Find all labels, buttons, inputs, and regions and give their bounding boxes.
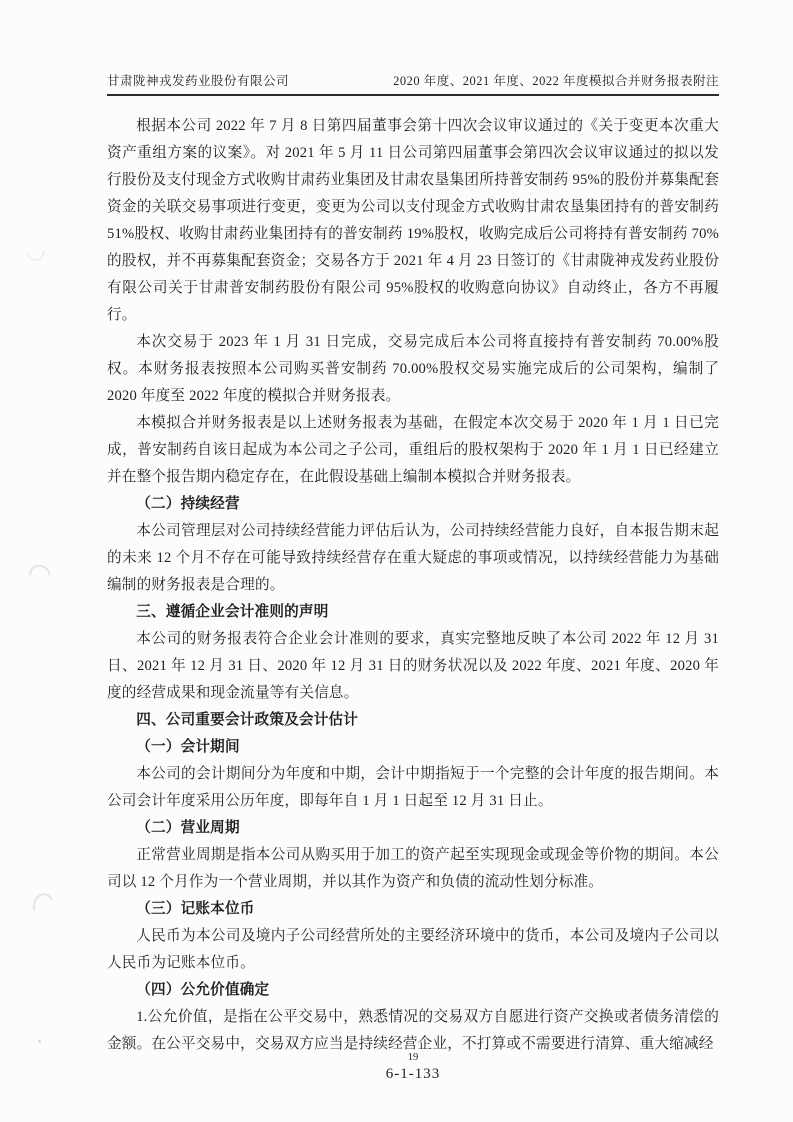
paragraph-going-concern: 本公司管理层对公司持续经营能力评估后认为，公司持续经营能力良好，自本报告期末起的未来 12 个月不存在可能导致持续经营存在重大疑虑的事项或情况，以持续经营能力为基础编制的财务报表是合理的。 [107, 523, 719, 593]
paragraph-proforma-basis: 本模拟合并财务报表是以上述财务报表为基础，在假定本次交易于 2020 年 1 月 1 日已完成，普安制药自该日起成为本公司之子公司，重组后的股权架构于 2020 年 1 月 1 日已经建立并在整个报告期内稳定存在，在此假设基础上编制本模拟合并财务报表。 [107, 415, 719, 485]
paragraph-fair-value: 1.公允价值，是指在公平交易中，熟悉情况的交易双方自愿进行资产交换或者债务清偿的金额。在公平交易中，交易双方应当是持续经营企业，不打算或不需要进行清算、重大缩减经 [107, 1009, 719, 1052]
heading-fair-value: （四）公允价值确定 [136, 982, 270, 998]
page-header [107, 71, 719, 96]
heading-accounting-policies: 四、公司重要会计政策及会计估计 [136, 712, 359, 728]
header-report-title: 2020 年度、2021 年度、2022 年度模拟合并财务报表附注 [393, 74, 719, 88]
heading-going-concern: （二）持续经营 [136, 496, 240, 512]
paragraph-transaction-completion: 本次交易于 2023 年 1 月 31 日完成，交易完成后本公司将直接持有普安制药 70.00%股权。本财务报表按照本公司购买普安制药 70.00%股权交易实施完成后的公司架构，编制了 2020 年度至 2022 年度的模拟合并财务报表。 [107, 334, 719, 404]
heading-accounting-period: （一）会计期间 [136, 739, 240, 755]
document-code: 6-1-133 [385, 1066, 441, 1082]
heading-functional-currency: （三）记账本位币 [136, 901, 255, 917]
scan-artifact [24, 240, 48, 264]
paragraph-accounting-period: 本公司的会计期间分为年度和中期，会计中期指短于一个完整的会计年度的报告期间。本公司会计年度采用公历年度，即每年自 1 月 1 日起至 12 月 31 日止。 [107, 766, 719, 809]
page-number: 19 [407, 1052, 419, 1063]
paragraph-functional-currency: 人民币为本公司及境内子公司经营所处的主要经济环境中的货币，本公司及境内子公司以人民币为记账本位币。 [107, 928, 719, 971]
paragraph-operating-cycle: 正常营业周期是指本公司从购买用于加工的资产起至实现现金或现金等价物的期间。本公司以 12 个月作为一个营业周期，并以其作为资产和负债的流动性划分标准。 [107, 847, 719, 890]
document-body [107, 113, 719, 1058]
heading-compliance-statement: 三、遵循企业会计准则的声明 [136, 604, 329, 620]
heading-operating-cycle: （二）营业周期 [136, 820, 240, 836]
paragraph-compliance: 本公司的财务报表符合企业会计准则的要求，真实完整地反映了本公司 2022 年 12 月 31 日、2021 年 12 月 31 日、2020 年 12 月 31 日的财务状况以及 2022 年度、2021 年度、2020 年度的经营成果和现金流量等有关信息。 [107, 631, 719, 701]
scan-artifact [25, 560, 55, 589]
scan-artifact [29, 890, 56, 919]
header-company-name: 甘肃陇神戎发药业股份有限公司 [107, 74, 290, 88]
paragraph-resolution-change: 根据本公司 2022 年 7 月 8 日第四届董事会第十四次会议审议通过的《关于变更本次重大资产重组方案的议案》。对 2021 年 5 月 11 日公司第四届董事会第四次会议审议通过的拟以发行股份及支付现金方式收购甘肃药业集团及甘肃农垦集团所持普安制药 95%的股份并募集配套资金的关联交易事项进行变更，变更为公司以支付现金方式收购甘肃农垦集团持有的普安制药 51%股权、收购甘肃药业集团持有的普安制药 19%股权，收购完成后公司将持有普安制药 70%的股权，并不再募集配套资金；交易各方于 2021 年 4 月 23 日签订的《甘肃陇神戎发药业股份有限公司关于甘肃普安制药股份有限公司 95%股权的收购意向协议》自动终止，各方不再履行。 [107, 118, 719, 323]
scan-artifact [38, 1040, 41, 1043]
